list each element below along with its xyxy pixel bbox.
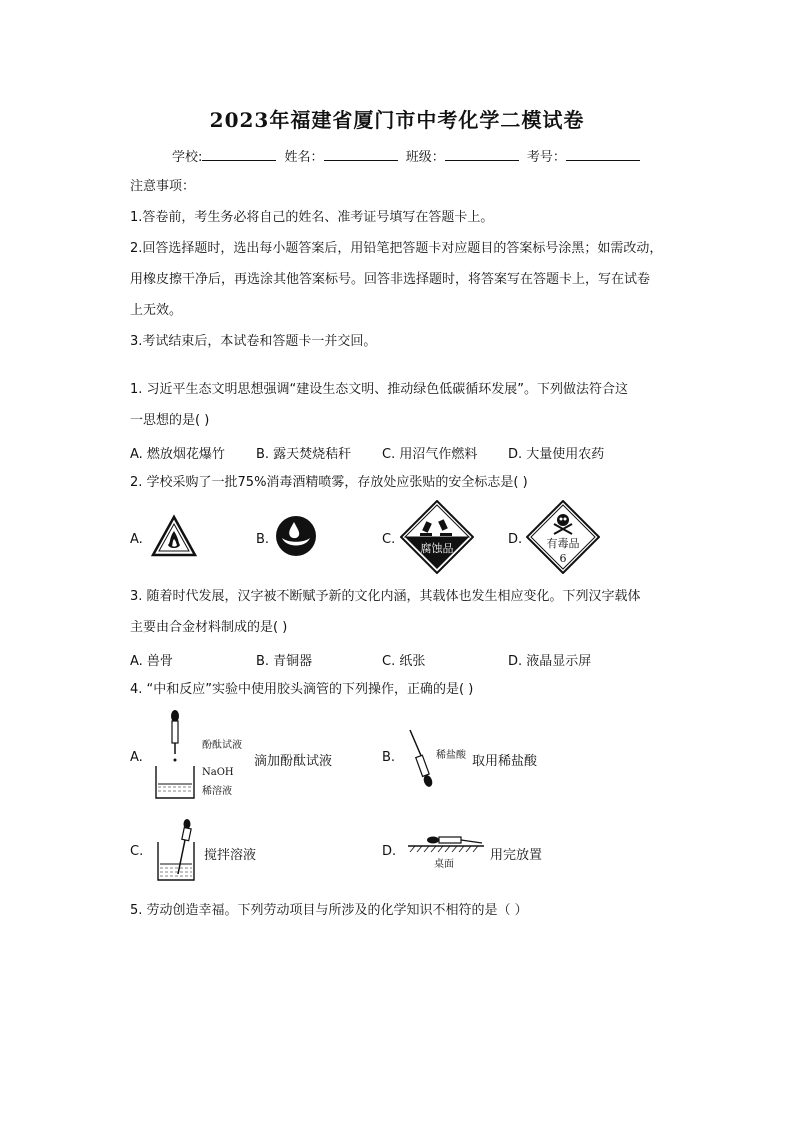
q3-stem-line2: 主要由合金材料制成的是( ) <box>130 620 288 635</box>
stirring-beaker-icon <box>154 818 198 884</box>
q3-option-c[interactable]: C. 纸张 <box>382 654 426 669</box>
name-label: 姓名： <box>284 150 324 165</box>
q4a-reagent-label: 酚酞试液 <box>202 740 242 751</box>
q4-stem: 4. “中和反应”实验中使用胶头滴管的下列操作，正确的是( ) <box>130 682 474 697</box>
toxic-sign-text: 有毒品 <box>546 537 580 550</box>
q4a-naoh-label: NaOH <box>202 767 234 778</box>
note-2a: 2.回答选择题时，选出每小题答案后，用铅笔把答题卡对应题目的答案标号涂黑；如需改动， <box>130 241 663 256</box>
corrosive-sign <box>400 500 474 574</box>
q4a-caption: 滴加酚酞试液 <box>254 754 333 769</box>
q1-option-c[interactable]: C. 用沼气作燃料 <box>382 447 478 462</box>
q1-option-a[interactable]: A. 燃放烟花爆竹 <box>130 447 225 462</box>
number-blank[interactable] <box>566 148 640 161</box>
q4d-caption: 用完放置 <box>490 848 543 863</box>
toxic-sign <box>526 500 600 574</box>
q4-option-b[interactable]: B. <box>382 750 396 765</box>
corrosive-sign-icon <box>400 500 474 574</box>
q3-stem-line1: 3. 随着时代发展，汉字被不断赋予新的文化内涵，其载体也发生相应变化。下列汉字载体 <box>130 589 641 604</box>
q4b-caption: 取用稀盐酸 <box>472 754 538 769</box>
q3-option-a[interactable]: A. 兽骨 <box>130 654 173 669</box>
q4-option-a[interactable]: A. <box>130 750 143 765</box>
q1-stem-line1: 1. 习近平生态文明思想强调“建设生态文明、推动绿色低碳循环发展”。下列做法符合这 <box>130 382 629 397</box>
q4-option-c[interactable]: C. <box>130 844 144 859</box>
q2-option-b[interactable]: B. <box>256 532 270 547</box>
note-1: 1.答卷前，考生务必将自己的姓名、准考证号填写在答题卡上。 <box>130 210 494 225</box>
note-2b: 用橡皮擦干净后，再选涂其他答案标号。回答非选择题时，将答案写在答题卡上，写在试卷 <box>130 272 651 287</box>
q3-option-d[interactable]: D. 液晶显示屏 <box>508 654 592 669</box>
class-blank[interactable] <box>445 148 519 161</box>
q1-option-b[interactable]: B. 露天焚烧秸秆 <box>256 447 352 462</box>
number-label: 考号： <box>526 150 566 165</box>
q2-option-c[interactable]: C. <box>382 532 396 547</box>
q3-option-b[interactable]: B. 青铜器 <box>256 654 313 669</box>
name-blank[interactable] <box>324 148 398 161</box>
note-2c: 上无效。 <box>130 303 183 318</box>
q4a-solution-label: 稀溶液 <box>202 786 232 797</box>
toxic-sign-class: 6 <box>559 552 567 565</box>
q1-option-d[interactable]: D. 大量使用农药 <box>508 447 605 462</box>
q5-stem: 5. 劳动创造幸福。下列劳动项目与所涉及的化学知识不相符的是（ ） <box>130 903 528 918</box>
water-saving-sign-icon <box>274 514 318 558</box>
q4-option-d[interactable]: D. <box>382 844 397 859</box>
inverted-dropper-icon <box>404 728 440 788</box>
note-3: 3.考试结束后，本试卷和答题卡一并交回。 <box>130 334 377 349</box>
dropper-above-beaker-icon <box>150 708 200 802</box>
notes-heading: 注意事项： <box>130 179 196 194</box>
q2-stem: 2. 学校采购了一批75%消毒酒精喷雾，存放处应张贴的安全标志是( ) <box>130 475 528 490</box>
student-info <box>172 146 644 165</box>
q2-option-d[interactable]: D. <box>508 532 523 547</box>
flammable-sign-icon <box>150 514 198 558</box>
q4c-caption: 搅拌溶液 <box>204 848 257 863</box>
corrosive-sign-text: 腐蚀品 <box>420 542 454 555</box>
q1-stem-line2: 一思想的是( ) <box>130 413 210 428</box>
q2-option-a[interactable]: A. <box>130 532 143 547</box>
school-label: 学校: <box>172 150 203 165</box>
dropper-on-desk-icon <box>406 832 486 856</box>
q4b-reagent-label: 稀盐酸 <box>436 750 466 761</box>
class-label: 班级： <box>405 150 445 165</box>
school-blank[interactable] <box>202 148 276 161</box>
page-title: 2023年福建省厦门市中考化学二模试卷 <box>209 108 585 132</box>
q4d-desk-label: 桌面 <box>434 859 454 870</box>
